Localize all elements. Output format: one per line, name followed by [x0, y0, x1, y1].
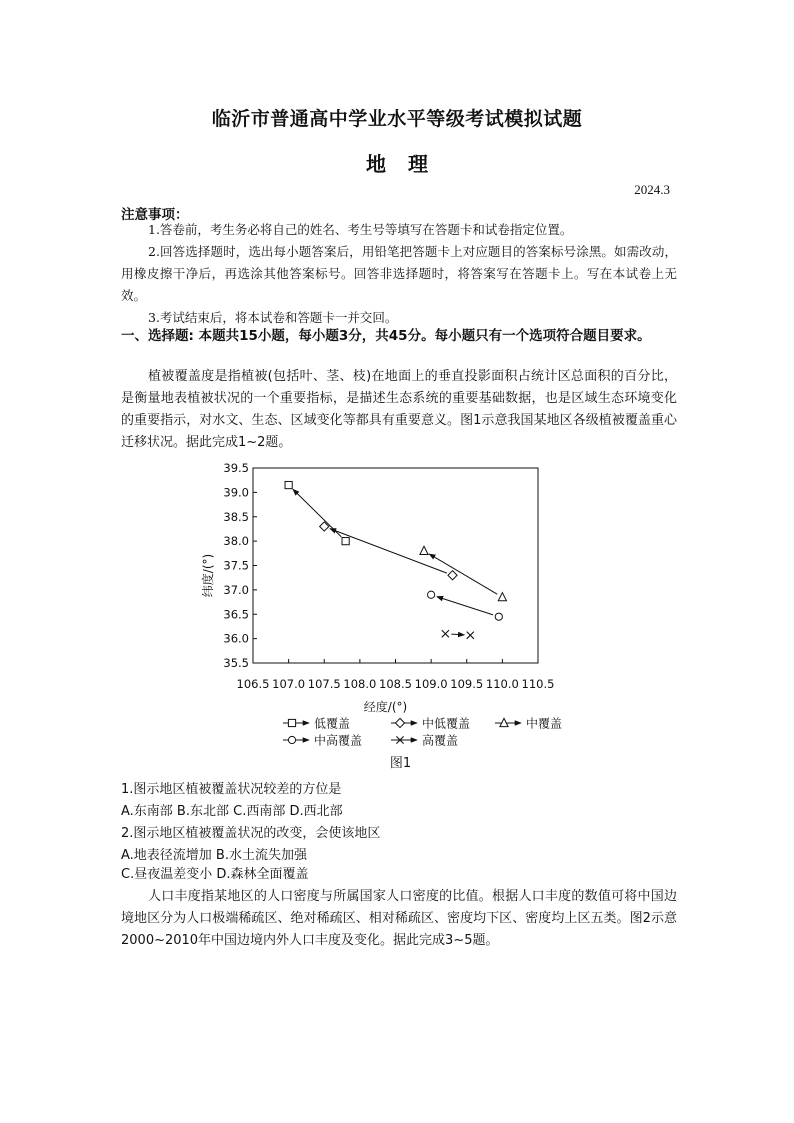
y-tick-label: 39.5	[223, 461, 249, 475]
figure-1-chart	[195, 455, 580, 777]
notice-item-1: 1.答卷前，考生务必将自己的姓名、考生号等填写在答题卡和试卷指定位置。	[148, 222, 573, 237]
x-tick-label: 107.5	[307, 677, 341, 691]
series-1-start-point	[342, 538, 349, 545]
legend-2-marker	[395, 718, 404, 727]
series-5-arrow	[451, 634, 464, 635]
x-tick-label: 109.0	[414, 677, 448, 691]
figure-caption: 图1	[389, 756, 412, 771]
question-2-stem: 2.图示地区植被覆盖状况的改变，会使该地区	[121, 826, 381, 841]
question-2-options-a-b: A.地表径流增加 B.水土流失加强	[121, 848, 307, 863]
y-tick-label: 35.5	[223, 656, 249, 670]
series-4-end-point	[428, 591, 435, 598]
y-tick-label: 37.5	[223, 558, 249, 573]
series-3-end-point	[420, 546, 428, 554]
y-tick-label: 39.0	[223, 485, 249, 500]
y-tick-label: 37.0	[223, 582, 249, 597]
series-3-start-point	[498, 593, 506, 601]
passage-1: 植被覆盖度是指植被(包括叶、茎、枝)在地面上的垂直投影面积占统计区总面积的百分比，是衡量地表植被状况的一个重要指标，是描述生态系统的重要基础数据，也是区域生态环境变化的重要指示，对水文、生态、区域变化等都具有重要意义。图1示意我国某地区各级植被覆盖重心迁移状况。据此完成1~2题。	[121, 369, 677, 450]
legend-3-label: 中覆盖	[526, 716, 563, 731]
exam-title: 临沂市普通高中学业水平等级考试模拟试题	[211, 108, 583, 130]
subject-title: 地理	[366, 152, 450, 176]
legend-1-marker	[288, 719, 295, 726]
passage-2: 人口丰度指某地区的人口密度与所属国家人口密度的比值。根据人口丰度的数值可将中国边境地区分为人口极端稀疏区、绝对稀疏区、相对稀疏区、密度均下区、密度均上区五类。图2示意2000~2010年中国边境内外人口丰度及变化。据此完成3~5题。	[121, 889, 677, 948]
x-tick-label: 108.0	[343, 677, 377, 691]
series-4-arrow	[437, 597, 493, 615]
series-5-start-point	[442, 630, 449, 637]
y-tick-label: 36.5	[223, 607, 249, 622]
x-axis-label: 经度/(°)	[363, 700, 408, 714]
series-5-end-point	[467, 632, 474, 639]
series-4-start-point	[495, 613, 502, 620]
x-tick-label: 108.5	[379, 677, 412, 691]
x-tick-label: 110.0	[485, 677, 519, 691]
series-2-start-point	[448, 571, 457, 580]
y-tick-label: 36.0	[223, 631, 249, 646]
y-axis-label: 纬度/(°)	[201, 553, 215, 598]
notice-item-3: 3.考试结束后，将本试卷和答题卡一并交回。	[148, 310, 398, 325]
question-1-stem: 1.图示地区植被覆盖状况较差的方位是	[121, 782, 342, 797]
legend-1-label: 低覆盖	[314, 716, 351, 731]
series-2-arrow	[330, 529, 447, 573]
question-2-options-c-d: C.昼夜温差变小 D.森林全面覆盖	[121, 867, 309, 882]
legend-4-marker	[288, 736, 295, 743]
legend-5-label: 高覆盖	[422, 733, 459, 748]
notice-item-2: 2.回答选择题时，选出每小题答案后，用铅笔把答题卡上对应题目的答案标号涂黑。如需改动，用橡皮擦干净后，再选涂其他答案标号。回答非选择题时，将答案写在答题卡上。写在本试卷上无效。	[121, 244, 677, 303]
exam-date: 2024.3	[634, 182, 670, 197]
notice-heading: 注意事项：	[121, 207, 189, 223]
legend-4-label: 中高覆盖	[314, 733, 363, 748]
x-tick-label: 107.0	[272, 677, 306, 691]
x-tick-label: 106.5	[236, 677, 270, 691]
legend-2-label: 中低覆盖	[422, 716, 471, 731]
x-tick-label: 110.5	[521, 677, 555, 691]
series-1-end-point	[285, 481, 292, 488]
series-3-arrow	[429, 554, 497, 594]
x-tick-label: 109.5	[450, 677, 484, 691]
plot-frame	[253, 468, 538, 663]
y-tick-label: 38.0	[223, 534, 249, 549]
question-1-options: A.东南部 B.东北部 C.西南部 D.西北部	[121, 804, 343, 819]
y-tick-label: 38.5	[223, 509, 249, 524]
section-heading: 一、选择题: 本题共15小题，每小题3分，共45分。每小题只有一个选项符合题目要求。	[121, 328, 651, 344]
